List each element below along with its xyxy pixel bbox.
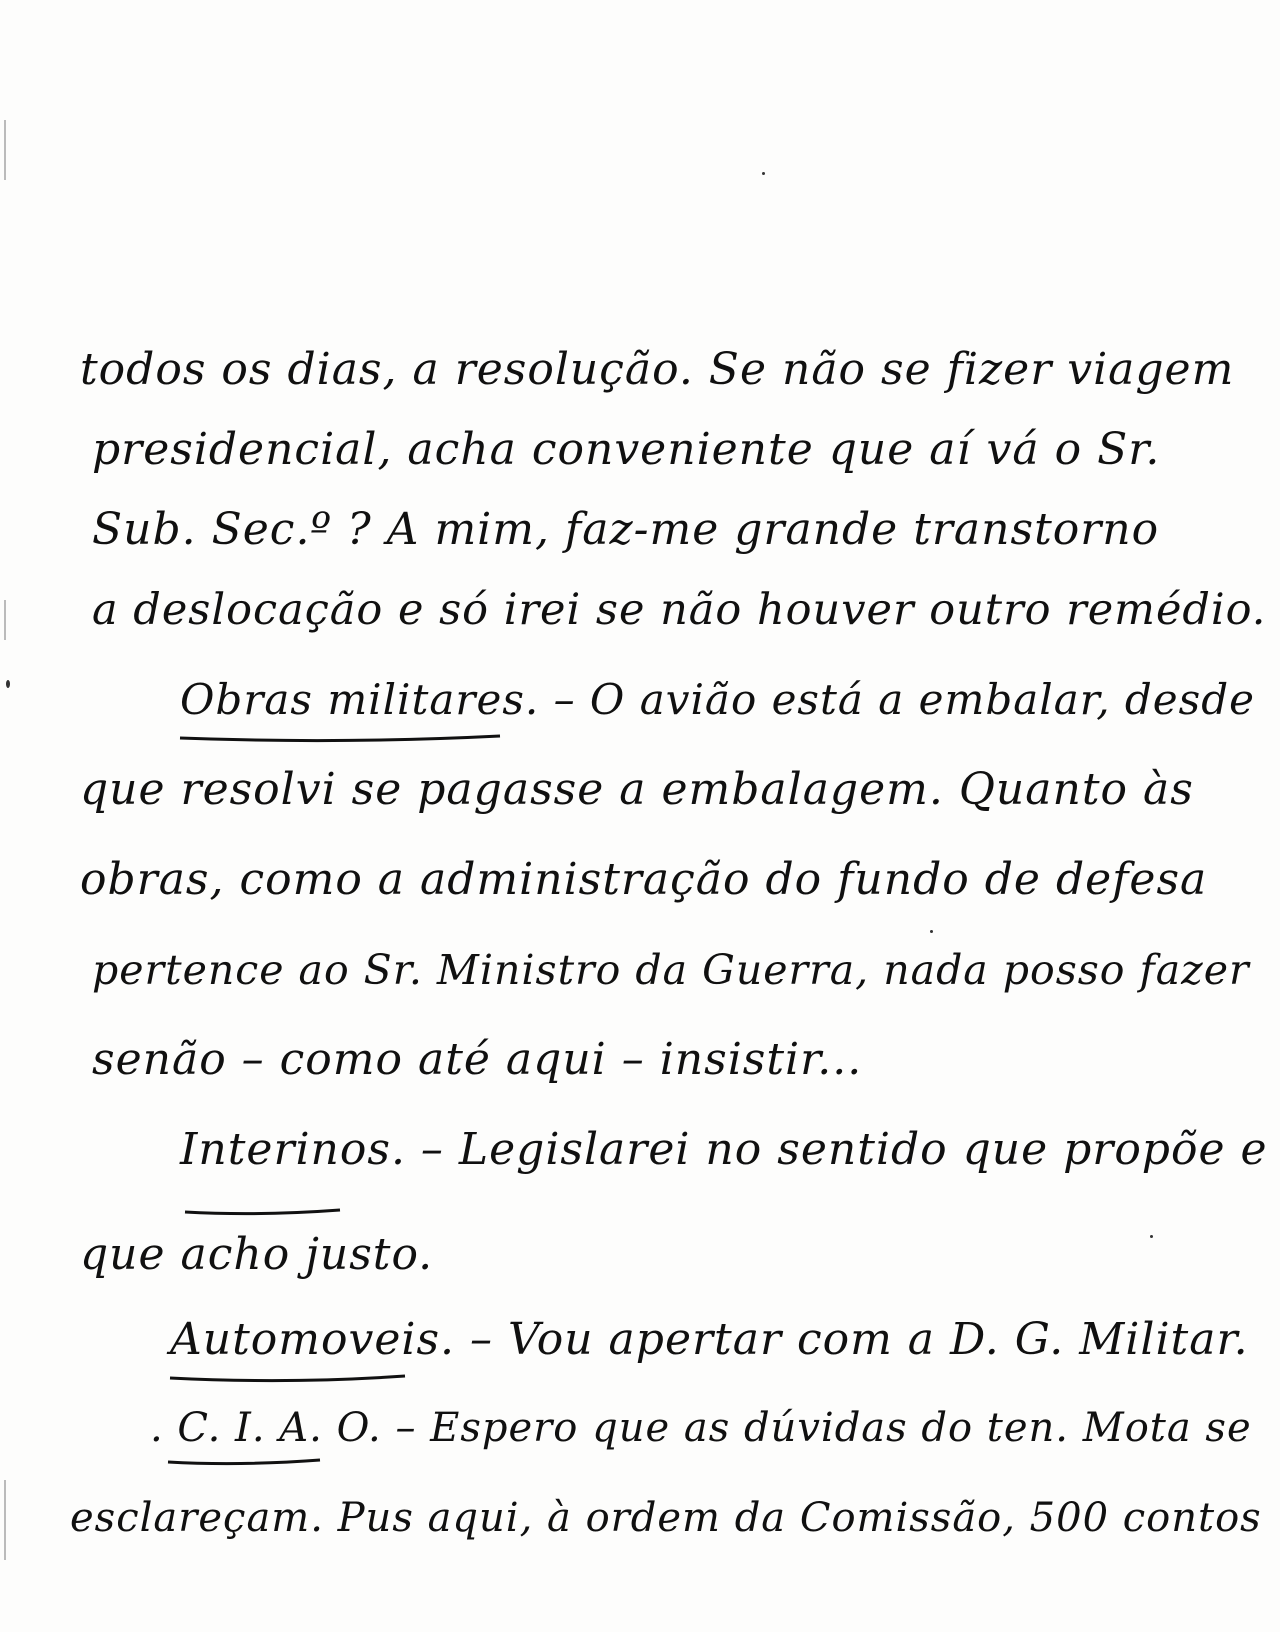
- letter-line: que acho justo.: [80, 1229, 434, 1280]
- underline-ciao: [168, 1460, 320, 1464]
- underline-interinos: [185, 1210, 340, 1214]
- letter-line: obras, como a administração do fundo de defesa: [80, 854, 1208, 905]
- scan-speck: [6, 680, 10, 688]
- letter-line: senão – como até aqui – insistir...: [92, 1034, 863, 1085]
- scan-speck: [762, 172, 765, 175]
- letter-line-heading-automoveis: Automoveis. – Vou apertar com a D. G. Militar.: [170, 1314, 1249, 1365]
- letter-line: Sub. Sec.º ? A mim, faz-me grande transtorno: [92, 504, 1160, 555]
- letter-line: esclareçam. Pus aqui, à ordem da Comissão, 500 contos: [70, 1495, 1262, 1541]
- scan-edge-mark: [4, 1480, 6, 1560]
- letter-line-heading-interinos: Interinos. – Legislarei no sentido que propõe e: [180, 1124, 1268, 1175]
- letter-line: todos os dias, a resolução. Se não se fizer viagem: [80, 344, 1235, 395]
- letter-line: presidencial, acha conveniente que aí vá o Sr.: [92, 424, 1161, 475]
- scan-speck: [1150, 1235, 1153, 1238]
- scan-speck: [930, 930, 933, 933]
- letter-line-heading-obras: Obras militares. – O avião está a embalar, desde: [180, 675, 1255, 724]
- letter-line: que resolvi se pagasse a embalagem. Quanto às: [80, 764, 1194, 815]
- underline-obras: [180, 736, 500, 741]
- underline-automoveis: [170, 1376, 405, 1381]
- scan-edge-mark: [4, 120, 6, 180]
- letter-line-heading-ciao: . C. I. A. O. – Espero que as dúvidas do ten. Mota se: [150, 1405, 1252, 1451]
- letter-line: a deslocação e só irei se não houver outro remédio.: [92, 585, 1267, 635]
- letter-line: pertence ao Sr. Ministro da Guerra, nada posso fazer: [92, 946, 1250, 994]
- scan-edge-mark: [4, 600, 6, 640]
